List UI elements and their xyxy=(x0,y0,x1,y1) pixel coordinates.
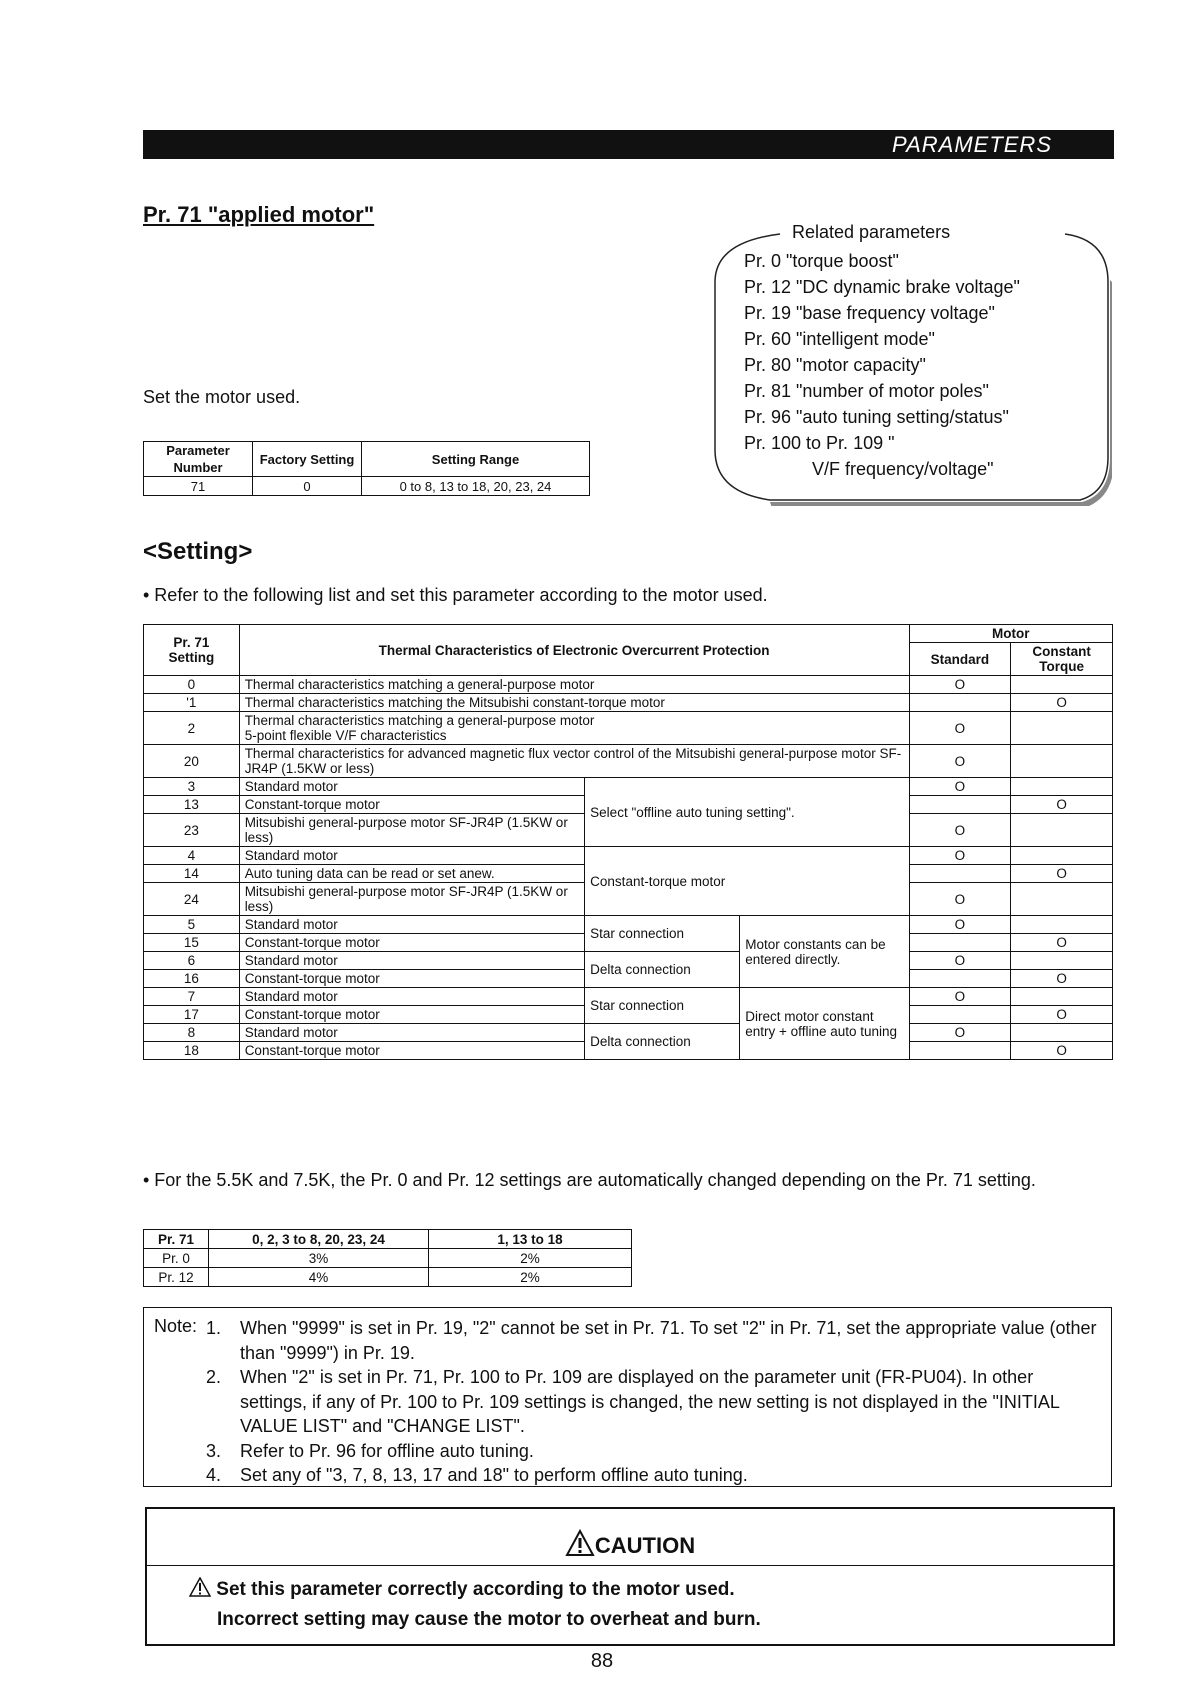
constant-mark: O xyxy=(1011,694,1113,712)
delta-connection: Delta connection xyxy=(585,1024,740,1060)
capacity-note: • For the 5.5K and 7.5K, the Pr. 0 and Pr. 12 settings are automatically changed depending on the Pr. 71 setting. xyxy=(143,1170,1036,1190)
thermal-desc: Constant-torque motor xyxy=(239,1006,584,1024)
motor-constants-tuning: Direct motor constant entry + offline auto tuning xyxy=(740,988,909,1060)
note-number: 2. xyxy=(206,1367,222,1387)
standard-mark: O xyxy=(909,676,1011,694)
page-number: 88 xyxy=(590,1650,614,1672)
related-item: Pr. 19 "base frequency voltage" xyxy=(744,303,995,323)
caution-title: CAUTION xyxy=(594,1533,696,1558)
param-number-header: Parameter Number xyxy=(144,442,253,477)
setting-value: 23 xyxy=(144,814,240,847)
constant-mark: O xyxy=(1011,1042,1113,1060)
header-thermal: Thermal Characteristics of Electronic Overcurrent Protection xyxy=(239,625,909,676)
constant-mark: O xyxy=(1011,1006,1113,1024)
pr-cell: 4% xyxy=(209,1268,429,1287)
setting-value: 14 xyxy=(144,865,240,883)
pr-head: Pr. 71 xyxy=(144,1230,209,1249)
thermal-desc: Auto tuning data can be read or set anew. xyxy=(239,865,584,883)
setting-value: 17 xyxy=(144,1006,240,1024)
page-title: Pr. 71 "applied motor" xyxy=(143,202,375,227)
delta-connection: Delta connection xyxy=(585,952,740,988)
star-connection: Star connection xyxy=(585,916,740,952)
related-item: Pr. 100 to Pr. 109 " xyxy=(744,433,895,453)
constant-mark: O xyxy=(1011,865,1113,883)
related-item: Pr. 60 "intelligent mode" xyxy=(744,329,935,349)
setting-value: 8 xyxy=(144,1024,240,1042)
standard-mark: O xyxy=(909,712,1011,745)
star-connection: Star connection xyxy=(585,988,740,1024)
motor-constants-direct: Motor constants can be entered directly. xyxy=(740,916,909,988)
related-item: Pr. 12 "DC dynamic brake voltage" xyxy=(744,277,1020,297)
note-number: 3. xyxy=(206,1440,222,1461)
setting-value: 20 xyxy=(144,745,240,778)
setting-value: 2 xyxy=(144,712,240,745)
setting-value: 7 xyxy=(144,988,240,1006)
related-heading: Related parameters xyxy=(788,222,954,243)
group-offline-tuning: Select "offline auto tuning setting". xyxy=(585,778,909,847)
related-parameters-box xyxy=(710,222,1112,506)
refer-text: • Refer to the following list and set this parameter according to the motor used. xyxy=(143,585,768,605)
header-motor: Motor xyxy=(909,625,1113,643)
related-item: Pr. 0 "torque boost" xyxy=(744,251,899,271)
setting-value: 3 xyxy=(144,778,240,796)
setting-value: 18 xyxy=(144,1042,240,1060)
standard-mark: O xyxy=(909,814,1011,847)
note-label: Note: xyxy=(154,1316,198,1336)
pr-cell: 2% xyxy=(429,1268,632,1287)
header-constant-torque: Constant Torque xyxy=(1011,643,1113,676)
notes-box xyxy=(143,1307,1112,1487)
thermal-desc: Mitsubishi general-purpose motor SF-JR4P (1.5KW or less) xyxy=(239,883,584,916)
setting-value: 4 xyxy=(144,847,240,865)
pr-cell: Pr. 12 xyxy=(144,1268,209,1287)
thermal-desc: Thermal characteristics matching a general-purpose motor xyxy=(239,676,909,694)
pr-cell: Pr. 0 xyxy=(144,1249,209,1268)
intro-text: Set the motor used. xyxy=(143,387,301,407)
note-text: Refer to Pr. 96 for offline auto tuning. xyxy=(240,1440,534,1461)
thermal-desc: Standard motor xyxy=(239,952,584,970)
constant-mark: O xyxy=(1011,796,1113,814)
standard-mark: O xyxy=(909,778,1011,796)
motor-settings-table xyxy=(143,624,1113,1060)
thermal-desc-line: 5-point flexible V/F characteristics xyxy=(244,728,447,743)
note-item xyxy=(206,1365,1101,1439)
header-setting: Pr. 71 Setting xyxy=(144,625,240,676)
caution-body xyxy=(189,1575,761,1635)
standard-mark: O xyxy=(909,1024,1011,1042)
standard-mark: O xyxy=(909,952,1011,970)
factory-setting-value: 0 xyxy=(253,477,362,496)
pr-cell: 2% xyxy=(429,1249,632,1268)
note-number: 4. xyxy=(206,1465,222,1485)
param-number-value: 71 xyxy=(144,477,253,496)
thermal-desc xyxy=(239,712,909,745)
note-text: When "9999" is set in Pr. 19, "2" cannot be set in Pr. 71. To set "2" in Pr. 71, set the appropriate value (other than "9999") in Pr. 19. xyxy=(240,1318,1097,1363)
standard-mark: O xyxy=(909,883,1011,916)
note-text: When "2" is set in Pr. 71, Pr. 100 to Pr. 109 are displayed on the parameter unit (FR-PU04). In other settings, if any of Pr. 100 to Pr. 109 settings is changed, the new setting is not displayed in the "INITIAL VALUE LIST" and "CHANGE LIST". xyxy=(240,1367,1060,1436)
banner-title: PARAMETERS xyxy=(892,132,1052,157)
caution-line xyxy=(189,1575,761,1605)
standard-mark: O xyxy=(909,847,1011,865)
thermal-desc: Constant-torque motor xyxy=(239,934,584,952)
thermal-desc: Standard motor xyxy=(239,1024,584,1042)
parameter-table xyxy=(143,441,590,496)
related-list xyxy=(744,248,1020,482)
caution-header xyxy=(147,1509,1113,1566)
note-number: 1. xyxy=(206,1318,222,1338)
setting-value: 6 xyxy=(144,952,240,970)
pr-cell: 3% xyxy=(209,1249,429,1268)
warning-icon xyxy=(565,1529,595,1557)
section-banner xyxy=(143,130,1114,159)
header-standard: Standard xyxy=(909,643,1011,676)
setting-range-header: Setting Range xyxy=(362,442,590,477)
setting-value: 24 xyxy=(144,883,240,916)
related-item: V/F frequency/voltage" xyxy=(812,459,994,479)
related-item: Pr. 80 "motor capacity" xyxy=(744,355,926,375)
related-item: Pr. 96 "auto tuning setting/status" xyxy=(744,407,1009,427)
note-item xyxy=(206,1463,1101,1488)
thermal-desc: Mitsubishi general-purpose motor SF-JR4P (1.5KW or less) xyxy=(239,814,584,847)
caution-line-2: Incorrect setting may cause the motor to overheat and burn. xyxy=(217,1609,761,1630)
note-text: Set any of "3, 7, 8, 13, 17 and 18" to perform offline auto tuning. xyxy=(240,1465,748,1485)
setting-value: '1 xyxy=(144,694,240,712)
caution-line-1: Set this parameter correctly according to the motor used. xyxy=(216,1579,735,1600)
note-item xyxy=(206,1439,1101,1464)
thermal-desc: Thermal characteristics matching the Mitsubishi constant-torque motor xyxy=(239,694,909,712)
thermal-desc: Standard motor xyxy=(239,916,584,934)
group-constant-torque: Constant-torque motor xyxy=(585,847,909,916)
pr-setting-table xyxy=(143,1229,632,1287)
standard-mark: O xyxy=(909,745,1011,778)
setting-value: 13 xyxy=(144,796,240,814)
setting-range-value: 0 to 8, 13 to 18, 20, 23, 24 xyxy=(362,477,590,496)
thermal-desc: Constant-torque motor xyxy=(239,970,584,988)
standard-mark: O xyxy=(909,988,1011,1006)
warning-icon xyxy=(189,1577,211,1597)
pr-head: 0, 2, 3 to 8, 20, 23, 24 xyxy=(209,1230,429,1249)
note-item xyxy=(206,1316,1101,1365)
thermal-desc: Standard motor xyxy=(239,778,584,796)
thermal-desc: Standard motor xyxy=(239,847,584,865)
constant-mark: O xyxy=(1011,970,1113,988)
thermal-desc: Standard motor xyxy=(239,988,584,1006)
standard-mark: O xyxy=(909,916,1011,934)
thermal-desc: Thermal characteristics for advanced magnetic flux vector control of the Mitsubishi general-purpose motor SF-JR4P (1.5KW or less) xyxy=(239,745,909,778)
thermal-desc: Constant-torque motor xyxy=(239,796,584,814)
setting-value: 0 xyxy=(144,676,240,694)
thermal-desc: Constant-torque motor xyxy=(239,1042,584,1060)
thermal-desc-line: Thermal characteristics matching a general-purpose motor xyxy=(244,713,595,728)
notes-list xyxy=(206,1316,1101,1488)
pr-head: 1, 13 to 18 xyxy=(429,1230,632,1249)
setting-heading: <Setting> xyxy=(143,538,253,565)
setting-value: 16 xyxy=(144,970,240,988)
constant-mark: O xyxy=(1011,934,1113,952)
setting-value: 5 xyxy=(144,916,240,934)
setting-value: 15 xyxy=(144,934,240,952)
related-item: Pr. 81 "number of motor poles" xyxy=(744,381,989,401)
factory-setting-header: Factory Setting xyxy=(253,442,362,477)
caution-box xyxy=(145,1507,1115,1646)
caution-title-wrap xyxy=(565,1533,695,1558)
